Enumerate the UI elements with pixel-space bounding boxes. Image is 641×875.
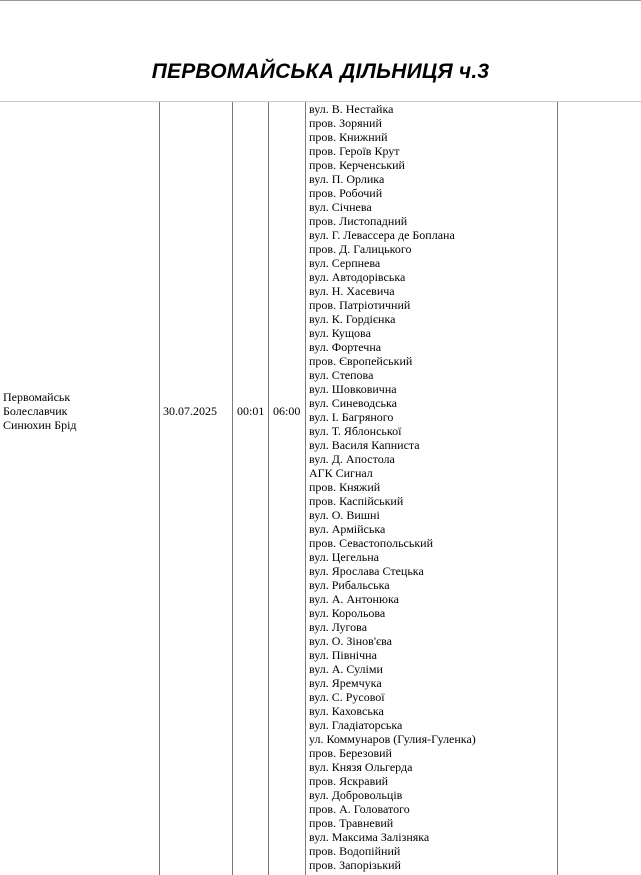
street-item: пров. Яскравий	[309, 774, 389, 788]
street-item: вул. Д. Апостола	[309, 452, 395, 466]
top-border	[0, 0, 641, 1]
street-item: пров. Водопійний	[309, 844, 401, 858]
street-item: вул. А. Антонюка	[309, 592, 399, 606]
street-item: вул. Шовковична	[309, 382, 397, 396]
column-divider	[305, 102, 306, 875]
time-to-cell: 06:00	[273, 404, 301, 418]
street-item: пров. Патріотичний	[309, 298, 411, 312]
column-divider	[557, 102, 558, 875]
street-item: вул. Степова	[309, 368, 374, 382]
date-cell: 30.07.2025	[163, 404, 217, 418]
street-item: пров. Керченський	[309, 158, 405, 172]
street-item: вул. Василя Капниста	[309, 438, 420, 452]
street-item: вул. Фортечна	[309, 340, 382, 354]
page-title: ПЕРВОМАЙСЬКА ДІЛЬНИЦЯ ч.3	[151, 60, 490, 83]
location-cell	[3, 390, 77, 432]
street-item: вул. Кущова	[309, 326, 371, 340]
street-item: ул. Коммунаров (Гулия-Гуленка)	[309, 732, 476, 746]
street-item: вул. Корольова	[309, 606, 386, 620]
street-item: АГК Сигнал	[309, 466, 373, 480]
street-item: пров. Робочий	[309, 186, 383, 200]
street-item: вул. Автодорівська	[309, 270, 406, 284]
column-divider	[232, 102, 233, 875]
column-divider	[268, 102, 269, 875]
street-item: вул. С. Русової	[309, 690, 385, 704]
street-item: вул. О. Вишні	[309, 508, 380, 522]
street-item: пров. Запорізький	[309, 858, 401, 872]
time-from-cell: 00:01	[237, 404, 265, 418]
street-item: вул. Серпнева	[309, 256, 381, 270]
street-item: вул. Добровольців	[309, 788, 403, 802]
street-item: пров. А. Головатого	[309, 802, 410, 816]
location-name: Синюхин Брід	[3, 418, 77, 432]
street-item: вул. Синеводська	[309, 396, 398, 410]
street-item: вул. Г. Левассера де Боплана	[309, 228, 455, 242]
streets-list	[309, 102, 476, 872]
location-name: Болеславчик	[3, 404, 68, 418]
street-item: вул. Цегельна	[309, 550, 380, 564]
street-item: пров. Героїв Крут	[309, 144, 400, 158]
street-item: вул. А. Суліми	[309, 662, 383, 676]
street-item: пров. Д. Галицького	[309, 242, 412, 256]
street-item: вул. Каховська	[309, 704, 384, 718]
street-item: вул. О. Зінов'єва	[309, 634, 392, 648]
street-item: вул. Північна	[309, 648, 377, 662]
street-item: вул. Рибальська	[309, 578, 390, 592]
street-item: вул. В. Нестайка	[309, 102, 394, 116]
street-item: вул. Т. Яблонської	[309, 424, 402, 438]
street-item: пров. Європейський	[309, 354, 413, 368]
street-item: пров. Княжий	[309, 480, 381, 494]
street-item: вул. Князя Ольгерда	[309, 760, 413, 774]
schedule-table	[0, 101, 641, 875]
street-item: вул. Армійська	[309, 522, 386, 536]
street-item: пров. Зоряний	[309, 116, 382, 130]
street-item: пров. Листопадний	[309, 214, 408, 228]
street-item: вул. Яремчука	[309, 676, 382, 690]
street-item: вул. Максима Залізняка	[309, 830, 430, 844]
street-item: вул. І. Багряного	[309, 410, 394, 424]
street-item: пров. Травневий	[309, 816, 394, 830]
street-item: вул. Січнева	[309, 200, 372, 214]
street-item: пров. Березовий	[309, 746, 392, 760]
street-item: вул. П. Орлика	[309, 172, 385, 186]
location-name: Первомайськ	[3, 390, 71, 404]
street-item: пров. Каспійський	[309, 494, 404, 508]
street-item: вул. Н. Хасевича	[309, 284, 395, 298]
street-item: пров. Севастопольський	[309, 536, 434, 550]
column-divider	[159, 102, 160, 875]
street-item: вул. К. Гордієнка	[309, 312, 396, 326]
street-item: пров. Книжний	[309, 130, 388, 144]
street-item: вул. Лугова	[309, 620, 368, 634]
street-item: вул. Ярослава Стецька	[309, 564, 424, 578]
street-item: вул. Гладіаторська	[309, 718, 403, 732]
